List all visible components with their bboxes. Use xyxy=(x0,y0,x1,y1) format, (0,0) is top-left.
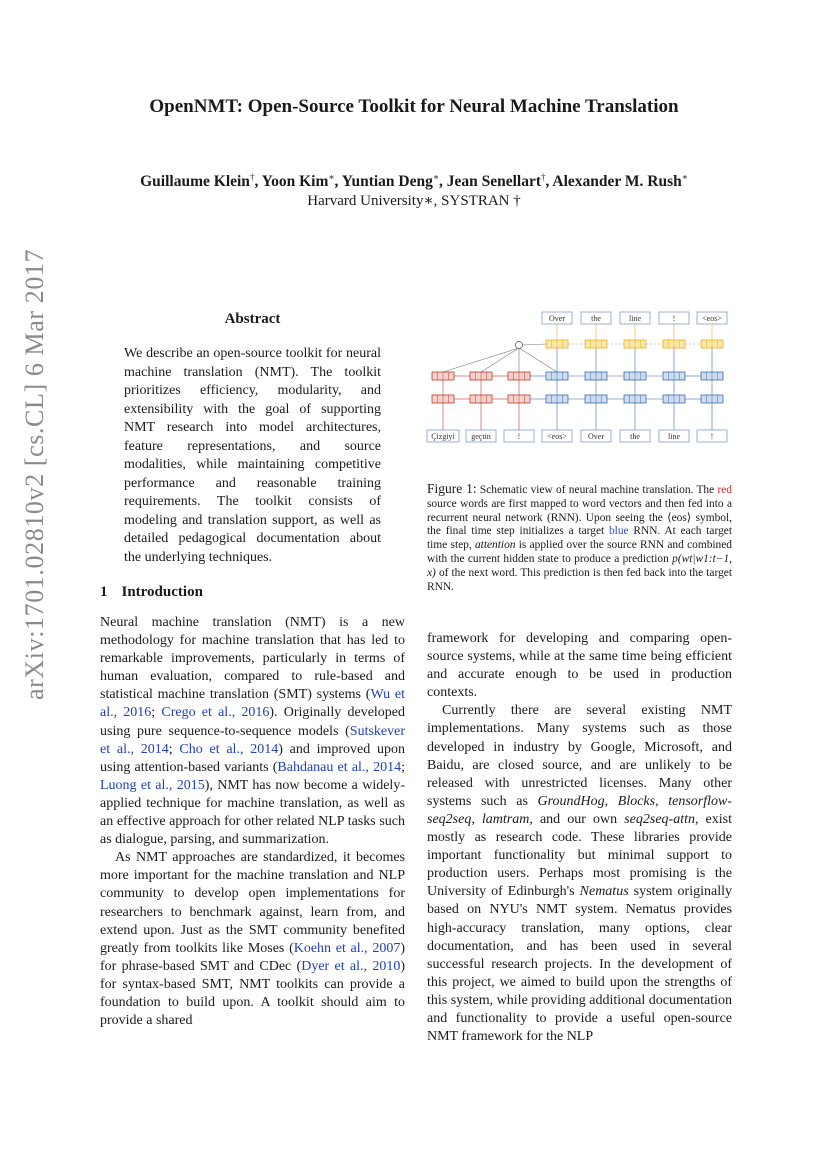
figure-nodes xyxy=(427,312,727,442)
target-input-label: the xyxy=(630,432,640,441)
source-word-label: ! xyxy=(517,432,521,441)
abstract-heading: Abstract xyxy=(224,311,281,327)
left-column xyxy=(100,614,405,1030)
section-title: Introduction xyxy=(121,584,203,600)
output-word-label: ! xyxy=(672,314,676,323)
paragraph: Neural machine translation (NMT) is a new methodology for machine translation that has led to remarkable improvements, particularly in terms of human evaluation, compared to rule-based and statistical machine translation (SMT) systems (Wu et al., 2016; Crego et al., 2016). Originally developed using pure sequence-to-sequence models (Sutskever et al., 2014; Cho et al., 2014) and improved upon using attention-based variants (Bahdanau et al., 2014; Luong et al., 2015), NMT has now become a widely-applied technique for machine translation, as well as an effective approach for other related NLP tasks such as dialogue, parsing, and summarization. xyxy=(100,615,406,848)
citation-link[interactable]: Sutskever et al., 2014 xyxy=(100,723,405,757)
source-rnn-cell xyxy=(470,395,492,403)
attention-cell xyxy=(701,340,723,348)
citation-link[interactable]: Bahdanau et al., 2014 xyxy=(277,759,402,775)
right-column xyxy=(427,630,732,1046)
source-word-label: Çizgiyi xyxy=(431,432,455,441)
output-word-label: <eos> xyxy=(702,314,722,323)
source-rnn-cell xyxy=(508,372,530,380)
source-word-label: <eos> xyxy=(547,432,567,441)
citation-link[interactable]: Wu et al., 2016 xyxy=(100,687,405,721)
arxiv-identifier: arXiv:1701.02810v2 [cs.CL] 6 Mar 2017 xyxy=(20,248,49,700)
source-word-label: geçtin xyxy=(471,432,491,441)
attention-cell xyxy=(585,340,607,348)
output-word-label: line xyxy=(629,314,641,323)
connection-line xyxy=(443,348,519,372)
connection-line xyxy=(481,348,519,372)
citation-link[interactable]: Cho et al., 2014 xyxy=(179,741,279,757)
attention-node xyxy=(516,342,523,349)
source-rnn-cell xyxy=(508,395,530,403)
author: Guillaume Klein†, xyxy=(140,172,262,191)
target-rnn-cell xyxy=(701,372,723,380)
target-rnn-cell xyxy=(585,372,607,380)
section-number: 1 xyxy=(100,584,108,600)
target-rnn-cell xyxy=(546,395,568,403)
author: Yoon Kim∗, xyxy=(261,172,342,191)
paragraph: Currently there are several existing NMT implementations. Many systems such as those developed in industry by Google, Microsoft, and Baidu, are closed source, and are unlikely to be released with unrestricted licenses. Many other systems such as GroundHog, Blocks, tensorflow-seq2seq, lamtram, and our own seq2seq-attn, exist mostly as research code. These libraries provide important functionality but minimal support to production users. Perhaps most promising is the University of Edinburgh's Nematus system originally based on NYU's NMT system. Nematus provides high-accuracy translation, many options, clear documentation, and has been used in several successful research projects. In the development of this project, we aimed to build upon the strengths of this system, while providing additional documentation and functionality to provide a useful open-source NMT framework for the NLP xyxy=(427,703,733,1045)
citation-link[interactable]: Koehn et al., 2007 xyxy=(293,940,401,956)
target-rnn-cell xyxy=(624,372,646,380)
attention-cell xyxy=(663,340,685,348)
affiliation: Harvard University∗, SYSTRAN † xyxy=(307,193,521,209)
target-input-label: Over xyxy=(588,432,604,441)
caption-red-word: red xyxy=(717,484,732,496)
attention-cell xyxy=(546,340,568,348)
connection-line xyxy=(519,348,557,372)
target-rnn-cell xyxy=(663,395,685,403)
target-rnn-cell xyxy=(624,395,646,403)
output-word-label: Over xyxy=(549,314,565,323)
paragraph: framework for developing and comparing open-source systems, while at the same time being efficient and accurate enough to be used in production contexts. xyxy=(427,631,732,701)
target-input-label: ! xyxy=(710,432,714,441)
output-word-label: the xyxy=(591,314,601,323)
paper-title: OpenNMT: Open-Source Toolkit for Neural Machine Translation xyxy=(149,96,679,117)
caption-formula: p(wt|w1:t−1, x) xyxy=(427,552,732,579)
target-rnn-cell xyxy=(585,395,607,403)
source-rnn-cell xyxy=(432,372,454,380)
figure-caption: Figure 1: Schematic view of neural machine translation. The red source words are first mapped to word vectors and then fed into a recurrent neural network (RNN). Upon seeing the ⟨eos⟩ symbol, the final time step initializes a target blue RNN. At each target time step, attention is applied over the source RNN and combined with the current hidden state to produce a prediction p(wt|w1:t−1, x) of the next word. This prediction is then fed back into the target RNN. xyxy=(427,481,732,593)
caption-blue-word: blue xyxy=(608,525,629,538)
target-input-label: line xyxy=(668,432,680,441)
caption-label: Figure 1: xyxy=(427,481,477,496)
target-rnn-cell xyxy=(663,372,685,380)
figure-nmt-schematic xyxy=(424,308,734,448)
target-rnn-cell xyxy=(701,395,723,403)
citation-link[interactable]: Dyer et al., 2010 xyxy=(301,958,401,974)
author: Jean Senellart†, xyxy=(446,172,553,191)
author: Yuntian Deng∗, xyxy=(341,172,447,191)
paragraph: As NMT approaches are standardized, it becomes more important for the machine translation and NLP community to develop open implementations for researchers to benchmark against, learn from, and extend upon. Just as the SMT community benefited greatly from toolkits like Moses (Koehn et al., 2007) for phrase-based SMT and CDec (Dyer et al., 2010) for syntax-based SMT, NMT toolkits can provide a foundation to build upon. A toolkit should aim to provide a shared xyxy=(100,850,405,1029)
citation-link[interactable]: Luong et al., 2015 xyxy=(100,777,205,793)
author: Alexander M. Rush∗ xyxy=(552,172,688,191)
source-rnn-cell xyxy=(470,372,492,380)
attention-cell xyxy=(624,340,646,348)
section-heading xyxy=(100,584,217,601)
source-rnn-cell xyxy=(432,395,454,403)
connection-line xyxy=(522,344,546,345)
abstract-text: We describe an open-source toolkit for neural machine translation (NMT). The toolkit prioritizes efficiency, modularity, and extensibility with the goal of supporting NMT research into model architectures, feature representations, and source modalities, while maintaining competitive performance and reasonable training requirements. The toolkit consists of modeling and translation support, as well as detailed pedagogical documentation about the underlying techniques. xyxy=(124,346,381,565)
citation-link[interactable]: Crego et al., 2016 xyxy=(161,705,270,721)
target-rnn-cell xyxy=(546,372,568,380)
author-list xyxy=(0,172,828,191)
